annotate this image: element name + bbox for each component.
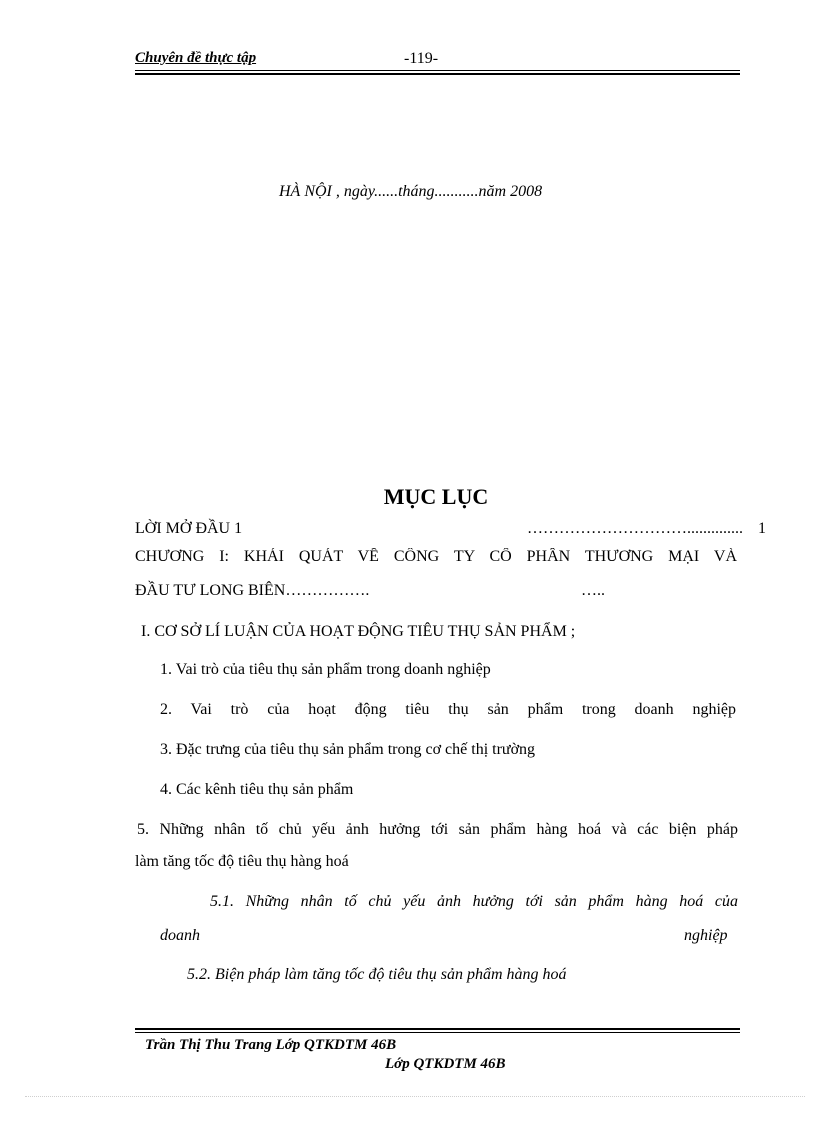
page-number: -119- bbox=[404, 50, 439, 67]
toc-sub-5-1-line2-left: doanh bbox=[160, 927, 200, 944]
toc-sub-5-2: 5.2. Biện pháp làm tăng tốc độ tiêu thụ sản phẩm hàng hoá bbox=[187, 966, 567, 983]
footer-rule-top bbox=[135, 1028, 740, 1030]
toc-sub-5-1-line2-right: nghiệp bbox=[684, 927, 728, 944]
page-bottom-dotted-line bbox=[25, 1096, 805, 1097]
toc-item-2: 2. Vai trò của hoạt động tiêu thụ sản phẩm trong doanh nghiệp bbox=[160, 701, 736, 718]
toc-intro-label: LỜI MỞ ĐẦU 1 bbox=[135, 520, 243, 537]
footer-class: Lớp QTKDTM 46B bbox=[385, 1056, 506, 1072]
date-line: HÀ NỘI , ngày......tháng...........năm 2008 bbox=[279, 183, 543, 200]
toc-intro-page: 1 bbox=[758, 520, 766, 537]
footer-student: Trần Thị Thu Trang Lớp QTKDTM 46B bbox=[145, 1037, 397, 1053]
header-rule-bottom bbox=[135, 73, 740, 75]
toc-item-5-line2: làm tăng tốc độ tiêu thụ hàng hoá bbox=[135, 853, 349, 870]
toc-intro-leader: ………………………….............. bbox=[527, 520, 743, 537]
toc-title: MỤC LỤC bbox=[383, 484, 489, 509]
header-rule-top bbox=[135, 70, 740, 71]
toc-chapter-line1: CHƯƠNG I: KHÁI QUÁT VỀ CÔNG TY CỔ PHẦN THƯƠNG MẠI VÀ bbox=[135, 548, 737, 565]
toc-item-3: 3. Đặc trưng của tiêu thụ sản phẩm trong cơ chế thị trường bbox=[160, 741, 536, 758]
toc-item-5-line1: 5. Những nhân tố chủ yếu ảnh hưởng tới sản phẩm hàng hoá và các biện pháp bbox=[137, 821, 738, 838]
toc-item-4: 4. Các kênh tiêu thụ sản phẩm bbox=[160, 781, 354, 798]
header-title: Chuyên đề thực tập bbox=[135, 50, 257, 66]
footer-rule-bottom bbox=[135, 1032, 740, 1033]
toc-section-1: I. CƠ SỞ LÍ LUẬN CỦA HOẠT ĐỘNG TIÊU THỤ SẢN PHẨM ; bbox=[141, 623, 576, 640]
toc-item-1: 1. Vai trò của tiêu thụ sản phẩm trong doanh nghiệp bbox=[160, 661, 491, 678]
toc-chapter-line2-end: ….. bbox=[581, 582, 605, 599]
toc-chapter-line2: ĐẦU TƯ LONG BIÊN……………. bbox=[135, 582, 370, 599]
toc-sub-5-1-line1: 5.1. Những nhân tố chủ yếu ảnh hưởng tới sản phẩm hàng hoá của bbox=[210, 893, 738, 910]
